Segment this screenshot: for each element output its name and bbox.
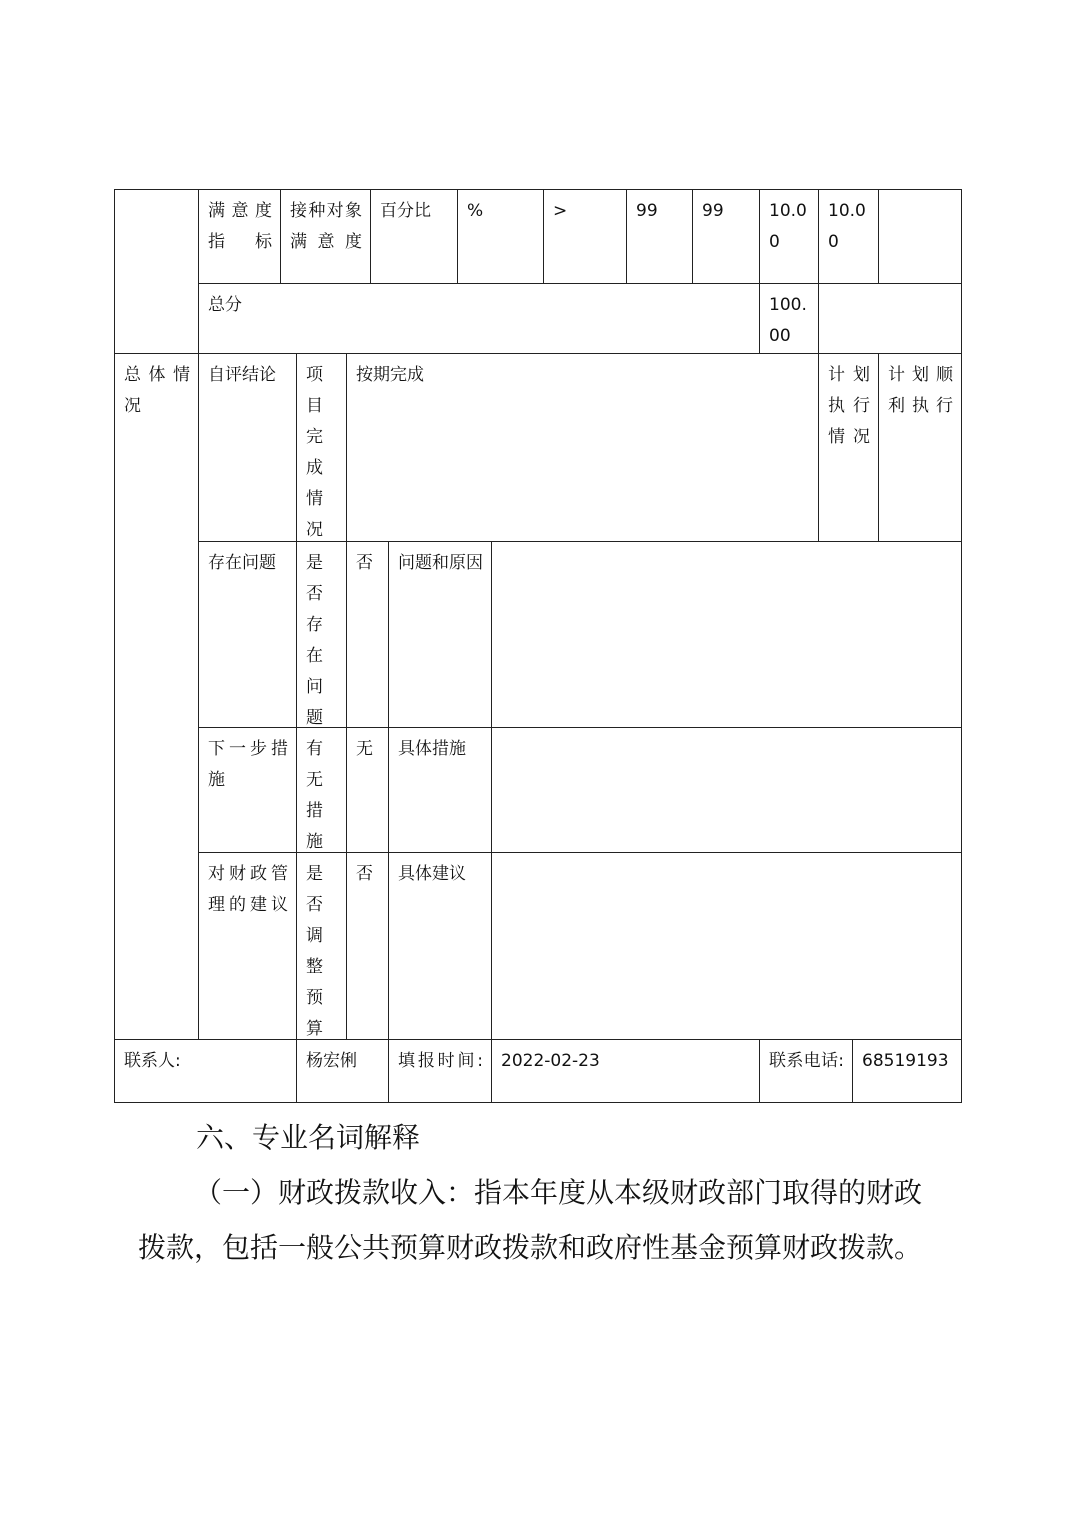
contact-phone-label-cell: 联系电话: <box>760 1040 853 1103</box>
indicator-unit-cell: % <box>458 190 544 284</box>
suggestions-value-cell: 否 <box>347 853 389 1040</box>
indicator-target-cell: 99 <box>627 190 693 284</box>
indicator-weight-cell: 10.00 <box>760 190 819 284</box>
contact-person-value-cell: 杨宏俐 <box>297 1040 389 1103</box>
performance-table <box>114 189 962 1103</box>
contact-person-label-cell: 联系人: <box>115 1040 297 1103</box>
problems-label-cell: 存在问题 <box>199 542 297 728</box>
section-heading: 六、专业名词解释 <box>196 1121 421 1154</box>
plan-execution-label-cell: 计划执行情况 <box>819 354 879 542</box>
fill-date-value-cell: 2022-02-23 <box>492 1040 760 1103</box>
indicator-actual-cell: 99 <box>693 190 760 284</box>
plan-execution-value-cell: 计划顺利执行 <box>879 354 962 542</box>
problems-reason-label-cell: 问题和原因 <box>389 542 492 728</box>
section-paragraph: （一）财政拨款收入：指本年度从本级财政部门取得的财政拨款，包括一般公共预算财政拨款和政府性基金预算财政拨款。 <box>138 1176 923 1264</box>
problems-sub-label-cell: 是否存在问题 <box>297 542 347 728</box>
next-steps-detail-value-cell <box>492 728 962 853</box>
problems-reason-value-cell <box>492 542 962 728</box>
self-eval-sub-label-cell: 项目完成情况 <box>297 354 347 542</box>
suggestions-detail-value-cell <box>492 853 962 1040</box>
self-eval-value-cell: 按期完成 <box>347 354 819 542</box>
indicator-measure-cell: 百分比 <box>371 190 458 284</box>
left-blank-cell <box>115 190 199 354</box>
problems-value-cell: 否 <box>347 542 389 728</box>
total-value-cell: 100.00 <box>760 284 819 354</box>
suggestions-label-cell: 对财政管理的建议 <box>199 853 297 1040</box>
total-label-cell: 总分 <box>199 284 760 354</box>
next-steps-sub-label-cell: 有无措施 <box>297 728 347 853</box>
indicator-note-cell <box>879 190 962 284</box>
next-steps-detail-label-cell: 具体措施 <box>389 728 492 853</box>
next-steps-value-cell: 无 <box>347 728 389 853</box>
overall-label-cell: 总体情况 <box>115 354 199 1040</box>
fill-date-label-cell: 填报时间: <box>389 1040 492 1103</box>
indicator-operator-cell: > <box>544 190 627 284</box>
total-blank-cell <box>819 284 962 354</box>
suggestions-sub-label-cell: 是否调整预算 <box>297 853 347 1040</box>
indicator-name-cell: 接种对象满意度 <box>281 190 371 284</box>
contact-phone-value-cell: 68519193 <box>853 1040 962 1103</box>
indicator-score-cell: 10.00 <box>819 190 879 284</box>
indicator-category-cell: 满意度指标 <box>199 190 281 284</box>
suggestions-detail-label-cell: 具体建议 <box>389 853 492 1040</box>
next-steps-label-cell: 下一步措施 <box>199 728 297 853</box>
self-eval-label-cell: 自评结论 <box>199 354 297 542</box>
